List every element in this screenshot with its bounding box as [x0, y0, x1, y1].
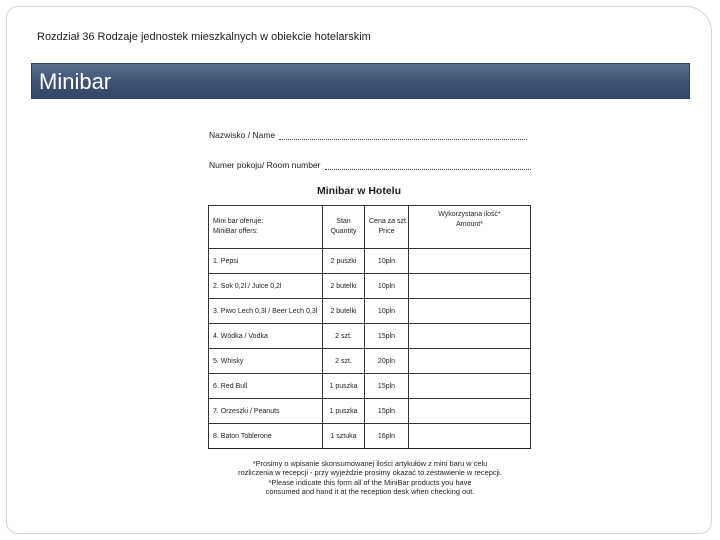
minibar-table: [208, 205, 531, 449]
footnote-line: *Please indicate this form all of the MiniBar products you have: [268, 477, 472, 487]
item-qty: 2 szt.: [323, 349, 365, 374]
header-amount-pl: Wykorzystana ilość*: [438, 211, 501, 218]
header-stock: [323, 206, 365, 249]
table-row: [209, 299, 531, 324]
item-amount-cell[interactable]: [409, 424, 531, 449]
header-amount: [409, 206, 531, 249]
form-heading: Minibar w Hotelu: [317, 185, 401, 197]
header-amount-en: Amount*: [456, 221, 483, 228]
table-row: [209, 274, 531, 299]
table-row: [209, 249, 531, 274]
item-price: 10pln: [365, 249, 409, 274]
table-row: [209, 399, 531, 424]
title-bar: [31, 63, 690, 99]
header-price-pl: Cena za szt.: [369, 218, 408, 225]
footnote-line: *Prosimy o wpisanie skonsumowanej ilości artykułów z mini baru w celu: [252, 459, 488, 468]
name-dotted-line: [279, 132, 527, 140]
item-price: 10pln: [365, 274, 409, 299]
table-row: [209, 374, 531, 399]
header-price-en: Price: [378, 228, 395, 235]
item-name: 1. Pepsi: [209, 249, 323, 274]
item-price: 15pln: [365, 399, 409, 424]
item-name: 6. Red Bull: [209, 374, 323, 399]
header-offer-en: MiniBar offers:: [213, 228, 258, 235]
item-amount-cell[interactable]: [409, 324, 531, 349]
header-stock-pl: Stan: [336, 218, 351, 225]
item-amount-cell[interactable]: [409, 349, 531, 374]
item-name: 7. Orzeszki / Peanuts: [209, 399, 323, 424]
footnote: [205, 459, 535, 497]
room-label: Numer pokoju/ Room number: [209, 160, 321, 170]
item-qty: 1 puszka: [323, 399, 365, 424]
name-label: Nazwisko / Name: [209, 130, 276, 140]
header-stock-en: Quantity: [330, 228, 357, 235]
table-row: [209, 424, 531, 449]
footnote-line: consumed and hand it at the reception desk when checking out.: [265, 487, 475, 497]
item-amount-cell[interactable]: [409, 299, 531, 324]
item-name: 2. Sok 0,2l / Juice 0,2l: [209, 274, 323, 299]
item-name: 5. Whisky: [209, 349, 323, 374]
item-qty: 2 butelki: [323, 299, 365, 324]
item-amount-cell[interactable]: [409, 399, 531, 424]
room-field: [209, 160, 531, 170]
table-header-row: [209, 206, 531, 249]
item-qty: 1 puszka: [323, 374, 365, 399]
table-row: [209, 324, 531, 349]
item-price: 20pln: [365, 349, 409, 374]
item-amount-cell[interactable]: [409, 274, 531, 299]
slide-title: Minibar: [39, 69, 112, 94]
table-row: [209, 349, 531, 374]
item-amount-cell[interactable]: [409, 249, 531, 274]
item-amount-cell[interactable]: [409, 374, 531, 399]
header-offer: [209, 206, 323, 249]
item-qty: 1 sztuka: [323, 424, 365, 449]
item-qty: 2 butelki: [323, 274, 365, 299]
item-name: 4. Wódka / Vodka: [209, 324, 323, 349]
minibar-form: [205, 124, 535, 509]
header-offer-pl: Mini bar oferuje:: [213, 218, 264, 225]
chapter-heading: Rozdział 36 Rodzaje jednostek mieszkalnych w obiekcie hotelarskim: [37, 31, 371, 43]
header-price: [365, 206, 409, 249]
item-qty: 2 szt.: [323, 324, 365, 349]
footnote-line: rozliczenia w recepcji - przy wyjeździe prosimy okazać to zestawienie w recepcji.: [238, 468, 502, 478]
item-price: 16pln: [365, 424, 409, 449]
item-name: 3. Piwo Lech 0,3l / Beer Lech 0,3l: [209, 299, 323, 324]
item-price: 15pln: [365, 324, 409, 349]
item-name: 8. Baton Toblerone: [209, 424, 323, 449]
item-qty: 2 puszki: [323, 249, 365, 274]
item-price: 15pln: [365, 374, 409, 399]
room-dotted-line: [325, 162, 531, 170]
name-field: [209, 130, 527, 140]
item-price: 10pln: [365, 299, 409, 324]
